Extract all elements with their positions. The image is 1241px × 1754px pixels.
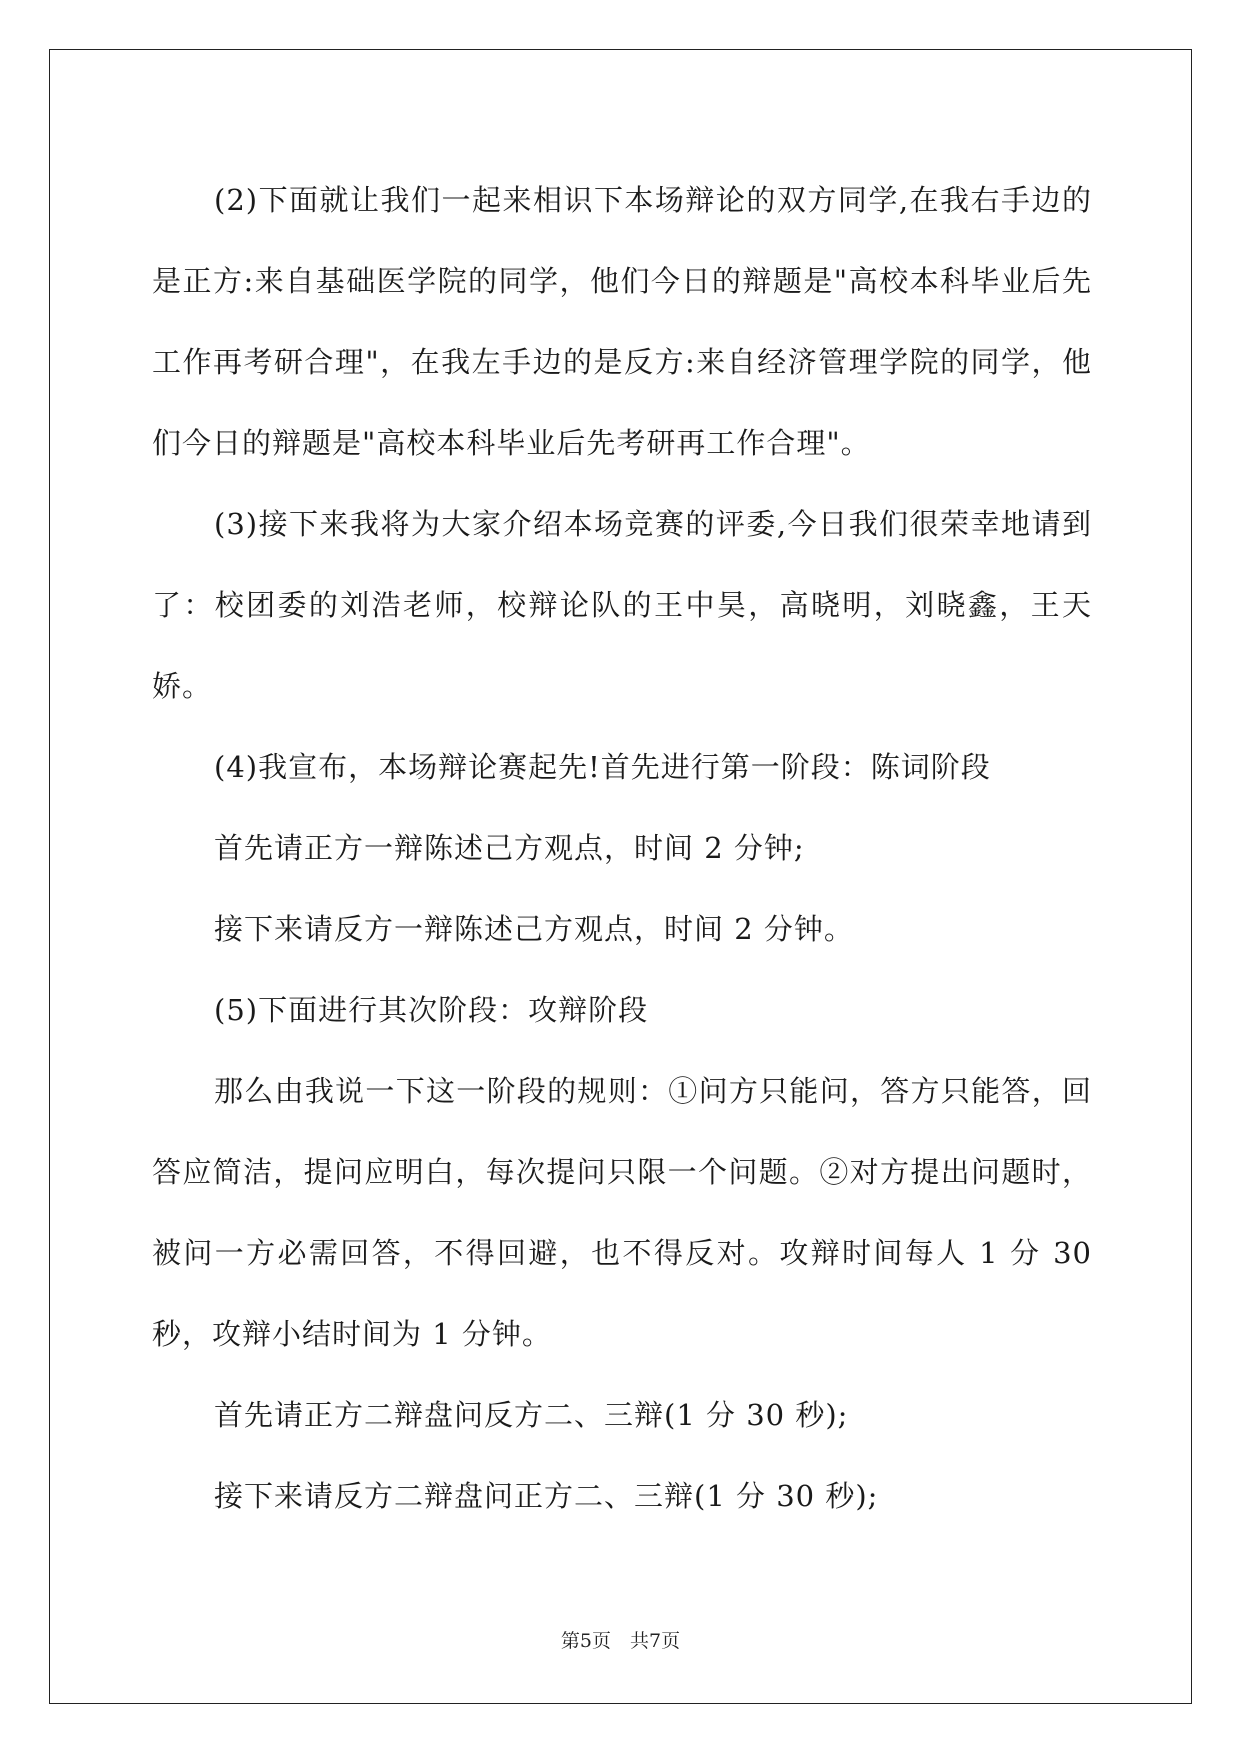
paragraph-negative-second: 接下来请反方二辩盘问正方二、三辩(1 分 30 秒); xyxy=(214,1479,879,1513)
paragraph-affirmative-second: 首先请正方二辩盘问反方二、三辩(1 分 30 秒); xyxy=(214,1398,849,1432)
paragraph-debate-sides: (2)下面就让我们一起来相识下本场辩论的双方同学,在我右手边的是正方:来自基础医学院的同学，他们今日的辩题是"高校本科毕业后先工作再考研合理"，在我左手边的是反方:来自经济管理学院的同学，他们今日的辩题是"高校本科毕业后先考研再工作合理"。 xyxy=(152,183,1092,460)
page-footer xyxy=(0,1629,1241,1653)
page-number: 第5页 xyxy=(560,1630,611,1652)
paragraph-cross-exam-stage: (5)下面进行其次阶段：攻辩阶段 xyxy=(214,993,649,1027)
page-total: 共7页 xyxy=(630,1630,681,1652)
paragraph-cross-exam-rules: 那么由我说一下这一阶段的规则：①问方只能问，答方只能答，回答应简洁，提问应明白，每次提问只限一个问题。②对方提出问题时，被问一方必需回答，不得回避，也不得反对。攻辩时间每人 1 分 30 秒，攻辩小结时间为 1 分钟。 xyxy=(152,1074,1092,1351)
document-body xyxy=(152,160,1092,1537)
paragraph-opening-stage: (4)我宣布，本场辩论赛起先!首先进行第一阶段：陈词阶段 xyxy=(214,750,991,784)
paragraph-affirmative-first: 首先请正方一辩陈述己方观点，时间 2 分钟; xyxy=(214,831,805,865)
paragraph-judges: (3)接下来我将为大家介绍本场竞赛的评委,今日我们很荣幸地请到了：校团委的刘浩老师，校辩论队的王中昊，高晓明，刘晓鑫，王天娇。 xyxy=(152,507,1092,703)
paragraph-negative-first: 接下来请反方一辩陈述己方观点，时间 2 分钟。 xyxy=(214,912,854,946)
